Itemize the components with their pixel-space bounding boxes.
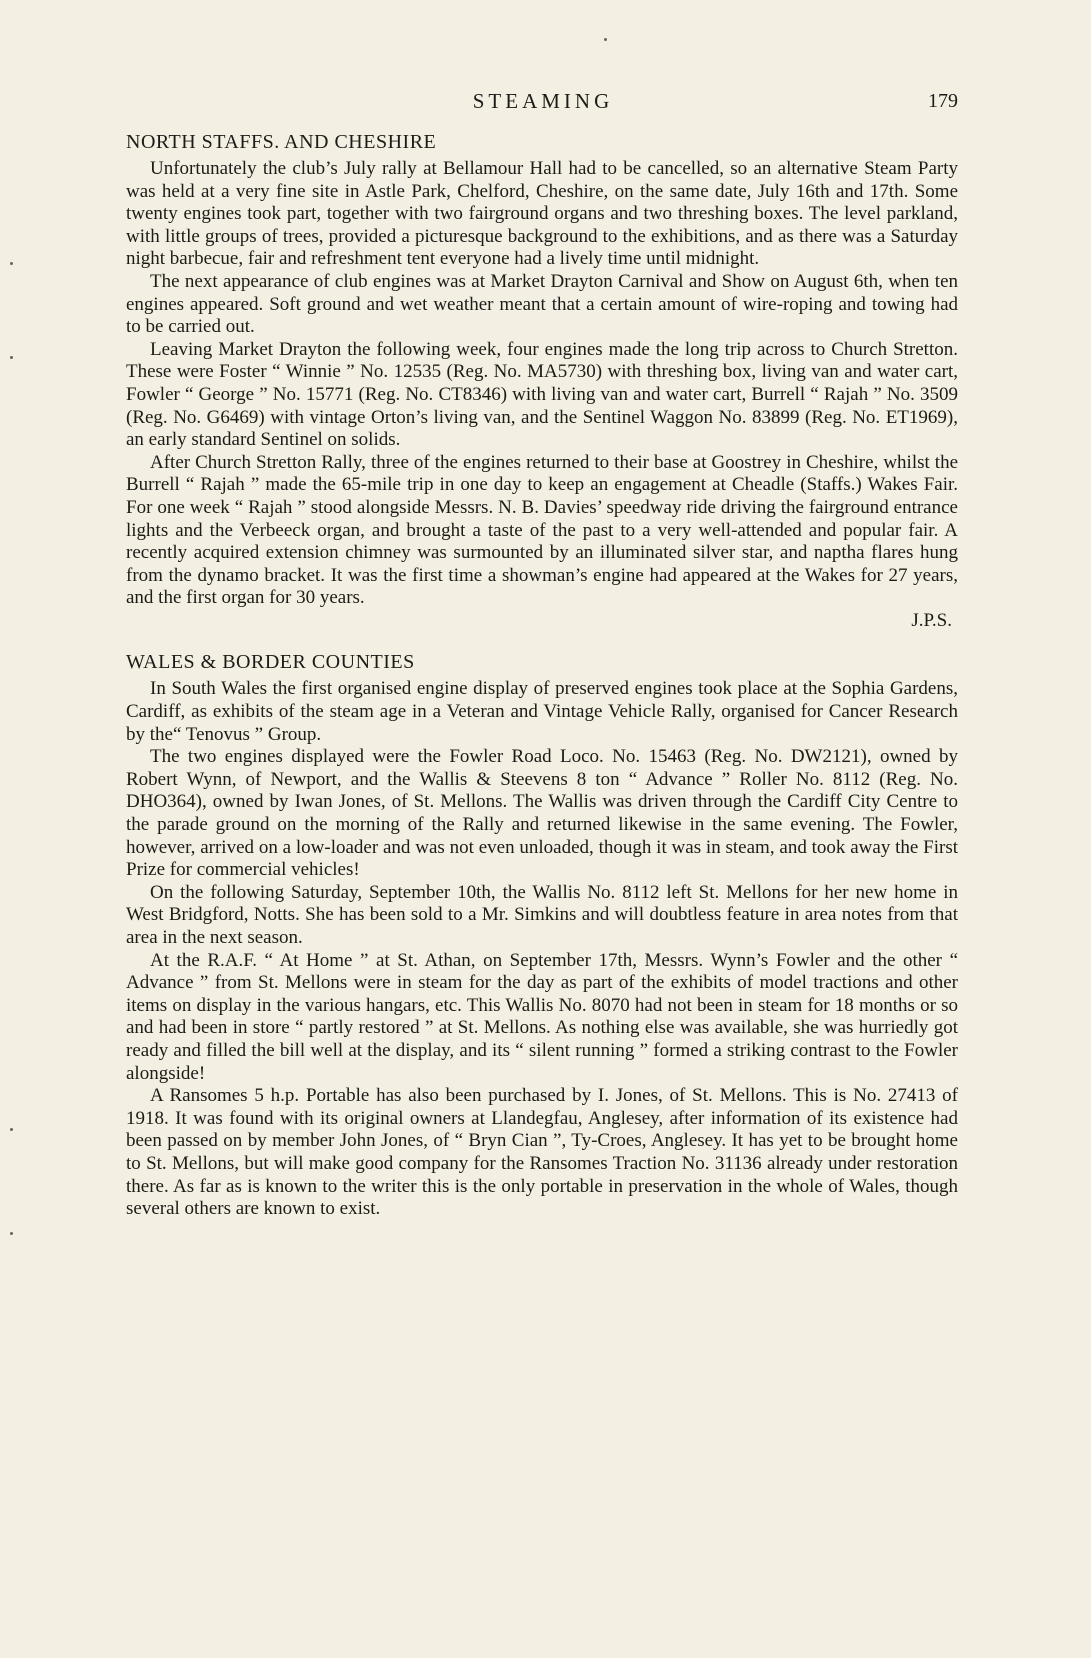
paragraph: The two engines displayed were the Fowler Road Loco. No. 15463 (Reg. No. DW2121), owned by Robert Wynn, of Newport, and the Wallis & Steevens 8 ton “ Advance ” Roller No. 8112 (Reg. No. DHO364), owned by Iwan Jones, of St. Mellons. The Wallis was driven through the Cardiff City Centre to the parade ground on the morning of the Rally and returned likewise in the same evening. The Fowler, however, arrived on a low-loader and was not even unloaded, though it was in steam, and took away the First Prize for commercial vehicles! xyxy=(126,746,958,881)
paragraph: In South Wales the first organised engine display of preserved engines took place at the Sophia Gardens, Cardiff, as exhibits of the steam age in a Veteran and Vintage Vehicle Rally, organised for Cancer Research by the“ Tenovus ” Group. xyxy=(126,678,958,745)
running-header xyxy=(128,86,958,116)
article-column xyxy=(126,128,958,1221)
section-heading: WALES & BORDER COUNTIES xyxy=(126,651,415,674)
section-heading: NORTH STAFFS. AND CHESHIRE xyxy=(126,131,437,153)
paragraph: At the R.A.F. “ At Home ” at St. Athan, on September 17th, Messrs. Wynn’s Fowler and the other “ Advance ” from St. Mellons were in steam for the day as part of the exhibits of model tractions and other items on display in the various hangars, etc. This Wallis No. 8070 had not been in steam for 18 months or so and had been in store “ partly restored ” at St. Mellons. As nothing else was available, she was hurriedly got ready and filled the bill well at the display, and its “ silent running ” formed a striking contrast to the Fowler alongside! xyxy=(126,949,958,1084)
paragraph: After Church Stretton Rally, three of the engines returned to their base at Goostrey in Cheshire, whilst the Burrell “ Rajah ” made the 65-mile trip in one day to keep an engagement at Cheadle (Staffs.) Wakes Fair. For one week “ Rajah ” stood alongside Messrs. N. B. Davies’ speedway ride driving the fairground entrance lights and the Verbeeck organ, and brought a taste of the past to a very well-attended and popular fair. A recently acquired extension chimney was surmounted by an illuminated silver star, and naptha flares hung from the dynamo bracket. It was the first time a showman’s engine had appeared at the Wakes for 27 years, and the first organ for 30 years. xyxy=(126,451,958,609)
paragraph: On the following Saturday, September 10th, the Wallis No. 8112 left St. Mellons for her new home in West Bridgford, Notts. She has been sold to a Mr. Simkins and will doubtless feature in area notes from that area in the next season. xyxy=(126,881,958,948)
paragraph: Leaving Market Drayton the following week, four engines made the long trip across to Church Stretton. These were Foster “ Winnie ” No. 12535 (Reg. No. MA5730) with threshing box, living van and water cart, Fowler “ George ” No. 15771 (Reg. No. CT8346) with living van and water cart, Burrell “ Rajah ” No. 3509 (Reg. No. G6469) with vintage Orton’s living van, and the Sentinel Waggon No. 83899 (Reg. No. ET1969), an early standard Sentinel on solids. xyxy=(126,338,958,451)
paragraph: The next appearance of club engines was at Market Drayton Carnival and Show on August 6th, when ten engines appeared. Soft ground and wet weather meant that a certain amount of wire-roping and towing had to be carried out. xyxy=(126,270,958,338)
section-wales-border xyxy=(126,648,958,1220)
paragraph: A Ransomes 5 h.p. Portable has also been purchased by I. Jones, of St. Mellons. This is No. 27413 of 1918. It was found with its original owners at Llandegfau, Anglesey, after information of its existence had been passed on by member John Jones, of “ Bryn Cian ”, Ty-Croes, Anglesey. It has yet to be brought home to St. Mellons, but will make good company for the Ransomes Traction No. 31136 already under restoration there. As far as is known to the writer this is the only portable in preservation in the whole of Wales, though several others are known to exist. xyxy=(126,1085,958,1220)
running-title: STEAMING xyxy=(472,89,614,113)
section-north-staffs xyxy=(126,128,958,632)
author-signature: J.P.S. xyxy=(911,609,952,631)
paragraph: Unfortunately the club’s July rally at Bellamour Hall had to be cancelled, so an alternative Steam Party was held at a very fine site in Astle Park, Chelford, Cheshire, on the same date, July 16th and 17th. Some twenty engines took part, together with two fairground organs and two threshing boxes. The level parkland, with little groups of trees, provided a picturesque background to the exhibitions, and as there was a Saturday night barbecue, fair and refreshment tent everyone had a lively time until midnight. xyxy=(126,158,958,270)
page-number: 179 xyxy=(928,90,958,112)
